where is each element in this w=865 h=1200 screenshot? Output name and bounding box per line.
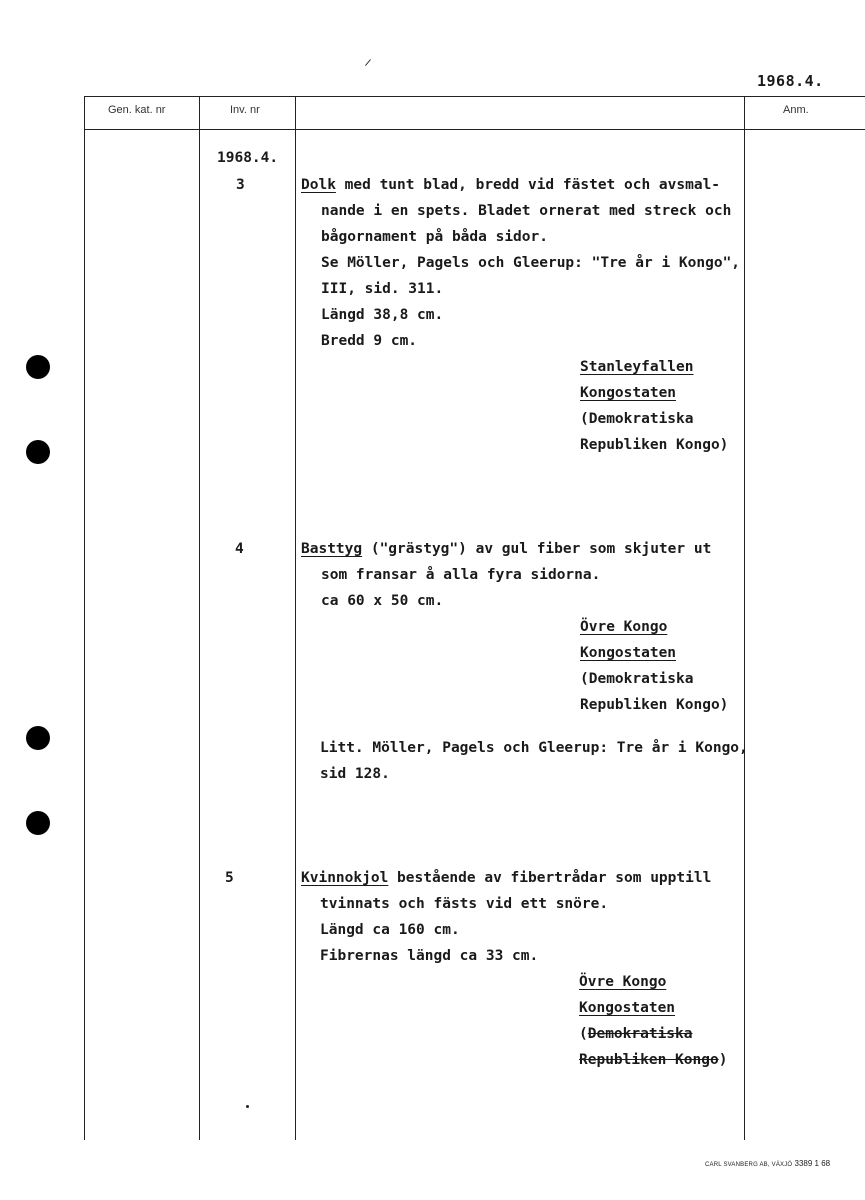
column-header-gen-kat: Gen. kat. nr (108, 104, 166, 116)
entry-title: Kvinnokjol (301, 870, 389, 886)
header-bottom-rule (84, 129, 865, 130)
location-line-struck (579, 1026, 693, 1042)
entry-first-line (301, 541, 711, 557)
location-line: Kongostaten (580, 385, 677, 401)
literature-line: Litt. Möller, Pagels och Gleerup: Tre år i Kongo, (320, 740, 748, 756)
entry-text-line: med tunt blad, bredd vid fästet och avsmal- (335, 177, 721, 193)
location-line: (Demokratiska (580, 411, 694, 427)
entry-text-line: Bredd 9 cm. (321, 333, 418, 349)
entry-text-line: tvinnats och fästs vid ett snöre. (320, 896, 609, 912)
ink-dot (246, 1105, 249, 1108)
printer-name: CARL SVANBERG AB, VÄXJÖ (705, 1162, 793, 1168)
column-rule-gen (199, 96, 200, 1140)
location-line: Kongostaten (580, 645, 677, 661)
entry-text-line: Se Möller, Pagels och Gleerup: "Tre år i Kongo", (321, 255, 741, 271)
entry-text-line: III, sid. 311. (321, 281, 444, 297)
column-header-inv: Inv. nr (230, 104, 260, 116)
entry-text-line: bestående av fibertrådar som upptill (388, 870, 712, 886)
binder-hole (26, 355, 50, 379)
location-line: Stanleyfallen (580, 359, 694, 375)
printer-imprint (705, 1159, 830, 1168)
entry-text-line: ("grästyg") av gul fiber som skjuter ut (362, 541, 712, 557)
pen-mark (365, 59, 371, 66)
column-rule-anm (744, 96, 745, 1140)
entry-text-line: bågornament på båda sidor. (321, 229, 548, 245)
entry-text-line: Fibrernas längd ca 33 cm. (320, 948, 539, 964)
inv-number: 5 (225, 870, 234, 886)
column-rule-left (84, 96, 85, 1140)
entry-text-line: ca 60 x 50 cm. (321, 593, 444, 609)
entry-first-line (301, 177, 720, 193)
entry-text-line: som fransar å alla fyra sidorna. (321, 567, 601, 583)
column-header-anm: Anm. (783, 104, 809, 116)
literature-line: sid 128. (320, 766, 390, 782)
location-paren: ( (579, 1026, 588, 1042)
entry-text-line: Längd 38,8 cm. (321, 307, 444, 323)
binder-hole (26, 811, 50, 835)
inv-number: 3 (236, 177, 245, 193)
inv-number: 4 (235, 541, 244, 557)
catalog-number: 1968.4. (757, 72, 824, 90)
entry-text-line: nande i en spets. Bladet ornerat med streck och (321, 203, 732, 219)
group-label: 1968.4. (217, 150, 279, 166)
column-rule-inv (295, 96, 296, 1140)
location-paren: ) (718, 1052, 728, 1068)
location-line: (Demokratiska (580, 671, 694, 687)
binder-hole (26, 726, 50, 750)
entry-title: Dolk (301, 177, 336, 193)
location-line: Republiken Kongo) (580, 697, 729, 713)
binder-hole (26, 440, 50, 464)
location-line: Övre Kongo (580, 619, 668, 635)
location-struck-text: Demokratiska (587, 1026, 693, 1042)
location-line: Republiken Kongo) (580, 437, 729, 453)
location-line: Övre Kongo (579, 974, 667, 990)
entry-text-line: Längd ca 160 cm. (320, 922, 460, 938)
location-line-struck (579, 1052, 727, 1068)
location-struck-text: Republiken Kongo (579, 1052, 719, 1068)
entry-title: Basttyg (301, 541, 363, 557)
header-top-rule (84, 96, 865, 97)
entry-first-line (301, 870, 711, 886)
location-line: Kongostaten (579, 1000, 676, 1016)
form-number: 3389 1 68 (794, 1159, 831, 1168)
